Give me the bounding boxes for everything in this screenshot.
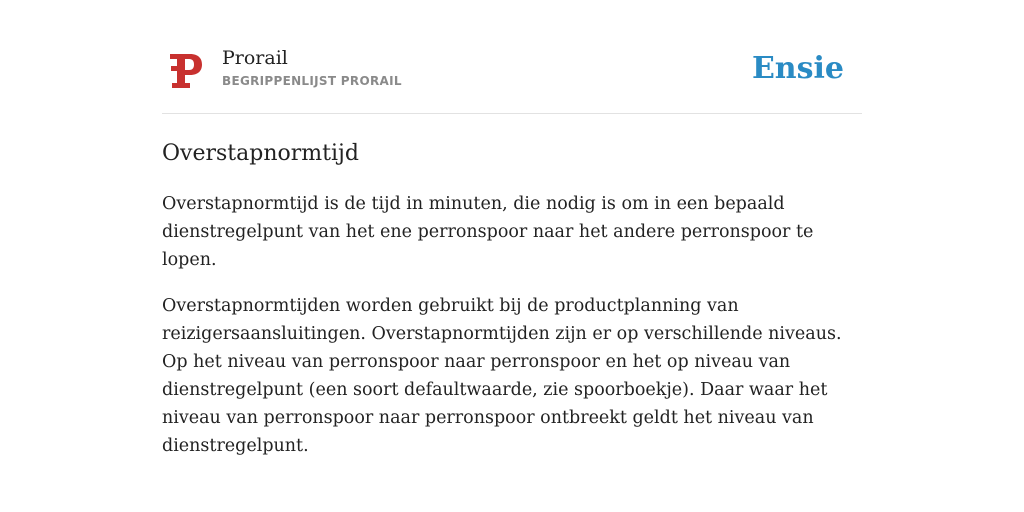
brand-subtitle[interactable]: BEGRIPPENLIJST PRORAIL — [222, 74, 402, 88]
page-title: Overstapnormtijd — [162, 141, 359, 166]
ensie-logo-link[interactable]: Ensie — [751, 51, 844, 86]
definition-paragraph: Overstapnormtijd is de tijd in minuten, die nodig is om in een bepaald dienstregelpunt van het ene perronspoor naar het andere perronspoor te lopen. — [162, 194, 814, 270]
explanation-paragraph: Overstapnormtijden worden gebruikt bij de productplanning van reizigersaansluitingen. Overstapnormtijden zijn er op verschillende niveaus. Op het niveau van perronspoor naar perronspoor en het op niveau van dienstregelpunt (een soort defaultwaarde, zie spoorboekje). Daar waar het niveau van perronspoor naar perronspoor ontbreekt geldt het niveau van dienstregelpunt. — [162, 296, 842, 456]
header — [162, 0, 862, 114]
prorail-p-logo-icon[interactable] — [168, 52, 204, 90]
page — [162, 0, 862, 460]
brand — [222, 46, 402, 89]
brand-name[interactable]: Prorail — [222, 47, 288, 69]
